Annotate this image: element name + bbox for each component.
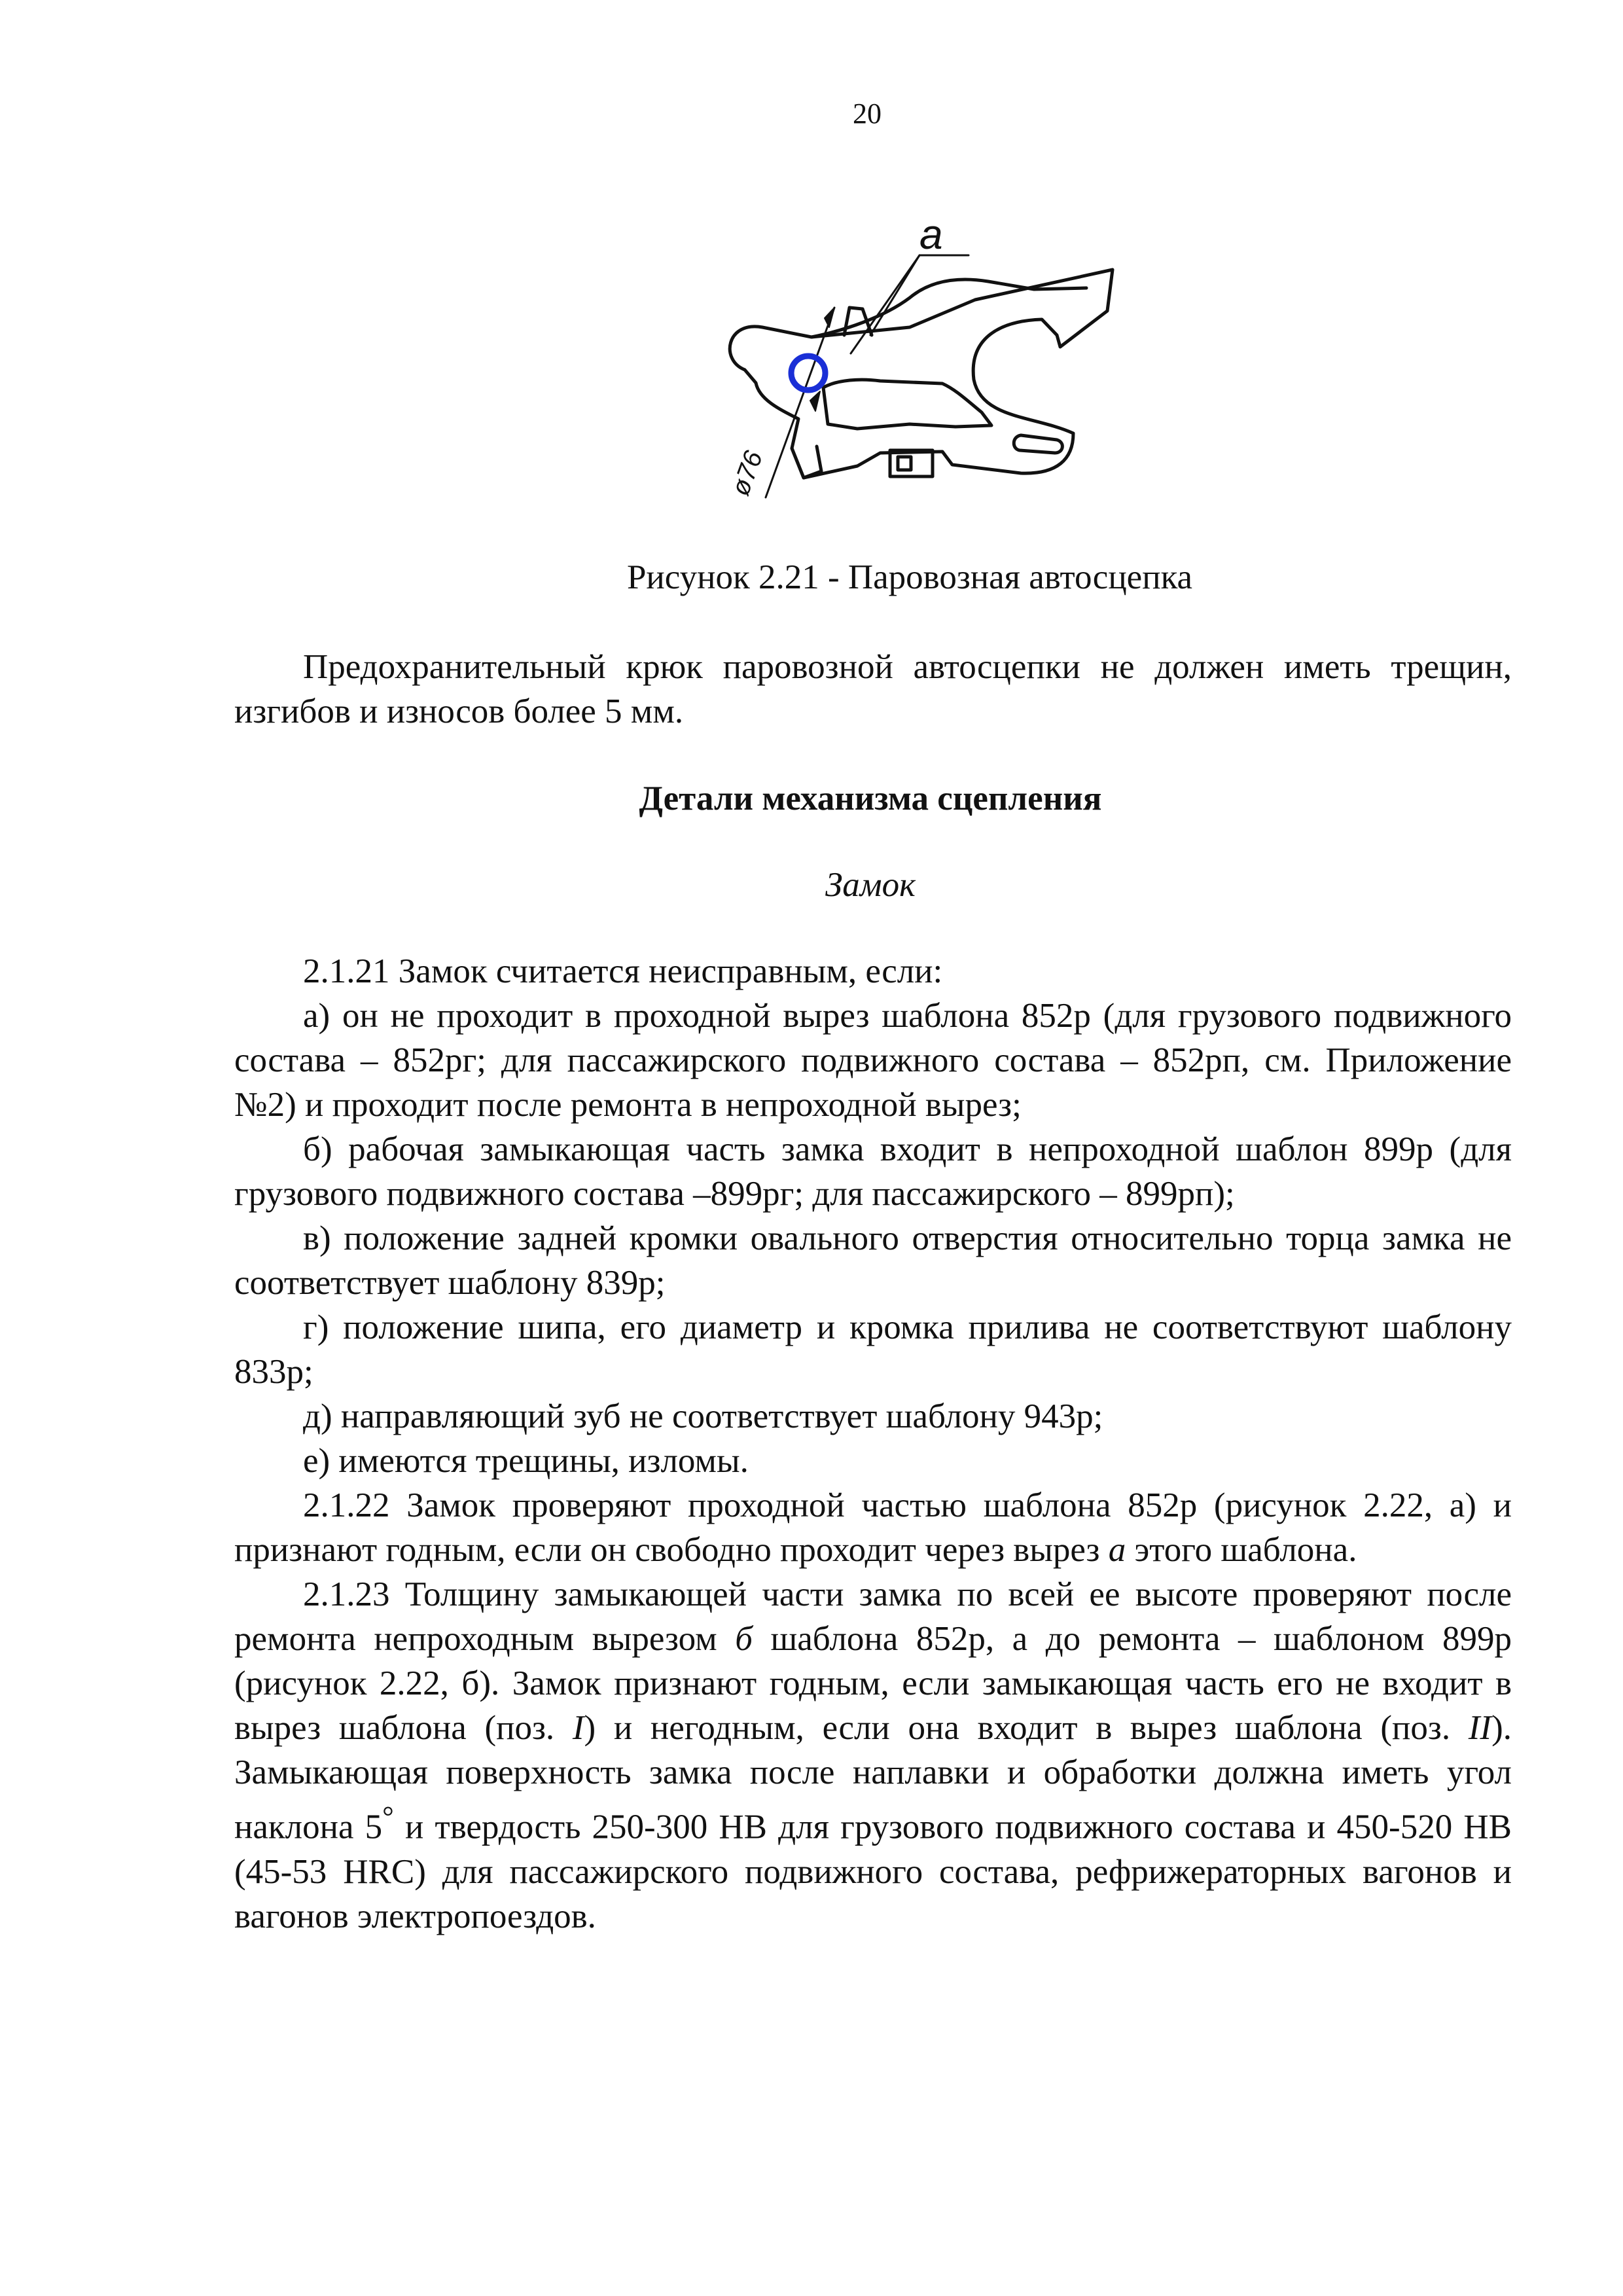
text-run: и твердость 250-300 НВ для грузового подвижного состава и 450-520 НВ (45-53 HRC) для пассажирского подвижного состава, рефрижераторных вагонов и вагонов электропоездов.: [234, 1808, 1512, 1935]
italic-run: б: [735, 1620, 753, 1658]
paragraph: 2.1.21 Замок считается неисправным, если:: [303, 952, 943, 990]
italic-run: II: [1468, 1709, 1492, 1747]
text-run: 2.1.22 Замок проверяют проходной частью шаблона 852р (рисунок 2.22, а) и признают годным, если он свободно проходит через вырез: [234, 1486, 1512, 1569]
text-run: шаблона 852р, а до ремонта – шаблоном 899р (рисунок 2.22, б). Замок признают годным, если замыкающая часть его не входит в вырез шаблона (поз.: [234, 1620, 1512, 1747]
paragraph: д) направляющий зуб не соответствует шаблону 943р;: [303, 1397, 1103, 1435]
figure-caption: Рисунок 2.21 - Паровозная автосцепка: [626, 558, 1193, 596]
coupler-drawing: [694, 190, 1139, 543]
page-number: 20: [853, 98, 882, 130]
paragraph: б) рабочая замыкающая часть замка входит в непроходной шаблон 899р (для грузового подвижного состава –899рг; для пассажирского – 899рп);: [234, 1130, 1512, 1213]
paragraph: е) имеются трещины, изломы.: [303, 1442, 749, 1480]
paragraph-2-1-23: [234, 1572, 1512, 1939]
section-heading: Детали механизма сцепления: [639, 780, 1102, 817]
italic-run: I: [572, 1709, 584, 1747]
paragraph: в) положение задней кромки овального отверстия относительно торца замка не соответствует шаблону 839р;: [234, 1219, 1512, 1302]
intro-block: [234, 645, 1512, 734]
dimension-label: ø76: [726, 447, 769, 500]
text-run: 2.1.23 Толщину замыкающей части замка по всей ее высоте проверяют после ремонта непроходным вырезом: [234, 1575, 1512, 1658]
paragraph: г) положение шипа, его диаметр и кромка прилива не соответствуют шаблону 833р;: [234, 1308, 1512, 1391]
text-run: ) и негодным, если она входит в вырез шаблона (поз.: [584, 1709, 1469, 1747]
figure-label-a: a: [919, 211, 943, 258]
paragraph: а) он не проходит в проходной вырез шаблона 852р (для грузового подвижного состава – 852рг; для пассажирского подвижного состава – 852рп, см. Приложение №2) и проходит после ремонта в непроходной вырез;: [234, 997, 1512, 1124]
subsection-heading: Замок: [825, 866, 916, 904]
degree-sign: °: [382, 1801, 394, 1833]
text-run: этого шаблона.: [1126, 1531, 1357, 1569]
paragraph-2-1-22: [234, 1483, 1512, 1572]
text-run: ). Замыкающая поверхность замка после наплавки и обработки должна иметь угол наклона 5: [234, 1709, 1512, 1846]
intro-paragraph: Предохранительный крюк паровозной автосцепки не должен иметь трещин, изгибов и износов более 5 мм.: [234, 648, 1512, 730]
italic-run: а: [1108, 1531, 1126, 1569]
body-text: [234, 949, 1512, 1939]
